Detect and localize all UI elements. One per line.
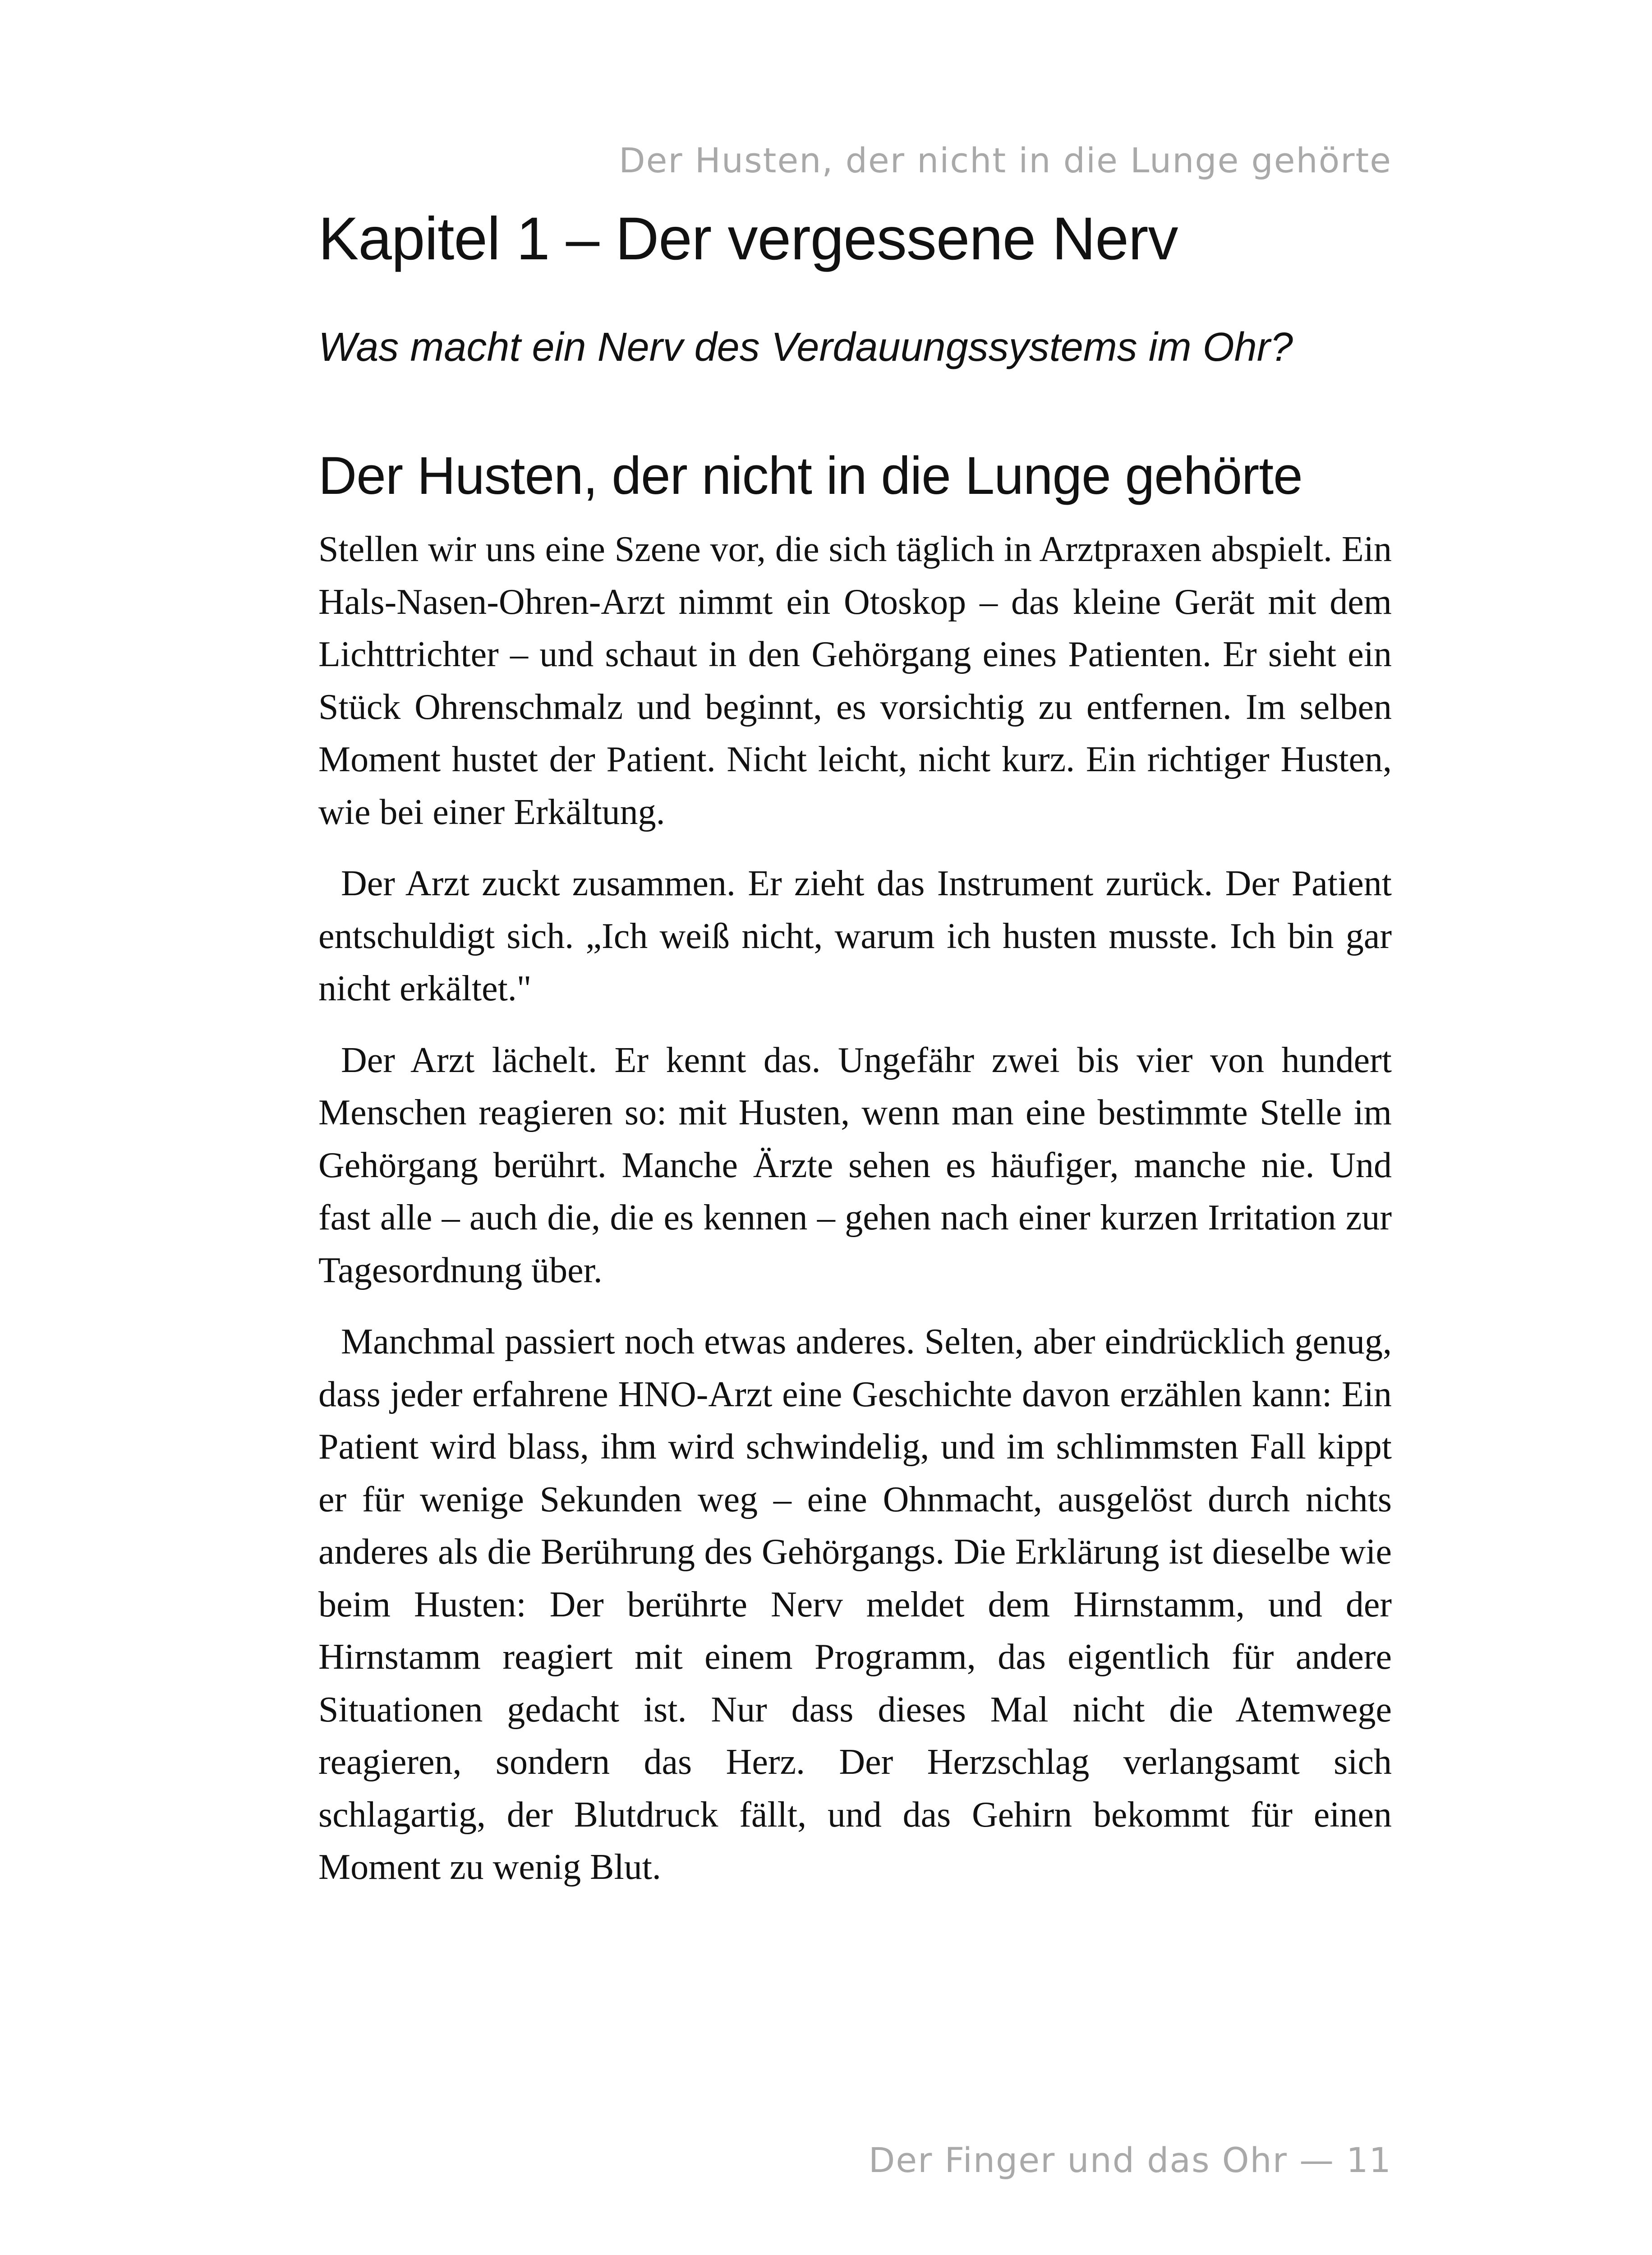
paragraph-4: Manchmal passiert noch etwas anderes. Selten, aber eindrücklich genug, dass jeder erfahrene HNO-Arzt eine Geschichte davon erzählen kann: Ein Patient wird blass, ihm wird schwindelig, und im schlimmsten Fall kippt er für wenige Sekunden weg – eine Ohnmacht, ausgelöst durch nichts anderes als die Berührung des Gehörgangs. Die Erklärung ist dieselbe wie beim Husten: Der berührte Nerv meldet dem Hirnstamm, und der Hirnstamm reagiert mit einem Programm, das eigentlich für andere Situationen gedacht ist. Nur dass dieses Mal nicht die Atemwege reagieren, sondern das Herz. Der Herzschlag verlangsamt sich schlagartig, der Blutdruck fällt, und das Gehirn bekommt für einen Moment zu wenig Blut. [318, 1322, 1392, 1887]
paragraph-1: Stellen wir uns eine Szene vor, die sich täglich in Arztpraxen abspielt. Ein Hals-Nasen-Ohren-Arzt nimmt ein Otoskop – das kleine Gerät mit dem Lichttrichter – und schaut in den Gehörgang eines Patienten. Er sieht ein Stück Ohrenschmalz und beginnt, es vorsichtig zu entfernen. Im selben Moment hustet der Patient. Nicht leicht, nicht kurz. Ein richtiger Husten, wie bei einer Erkältung. [318, 529, 1392, 832]
body-text [318, 523, 1392, 1894]
section-title: Der Husten, der nicht in die Lunge gehörte [318, 446, 1302, 506]
running-footer: Der Finger und das Ohr — 11 [868, 2140, 1392, 2180]
chapter-title: Kapitel 1 – Der vergessene Nerv [318, 205, 1178, 272]
page-content [318, 203, 1392, 1913]
paragraph-3: Der Arzt lächelt. Er kennt das. Ungefähr zwei bis vier von hundert Menschen reagieren so: mit Husten, wenn man eine bestimmte Stelle im Gehörgang berührt. Manche Ärzte sehen es häufiger, manche nie. Und fast alle – auch die, die es kennen – gehen nach einer kurzen Irritation zur Tagesordnung über. [318, 1040, 1392, 1290]
running-header: Der Husten, der nicht in die Lunge gehörte [619, 140, 1392, 180]
chapter-subtitle: Was macht ein Nerv des Verdauungssystems im Ohr? [318, 325, 1293, 370]
paragraph-2: Der Arzt zuckt zusammen. Er zieht das Instrument zurück. Der Patient entschuldigt sich. „Ich weiß nicht, warum ich husten musste. Ich bin gar nicht erkältet." [318, 864, 1392, 1008]
